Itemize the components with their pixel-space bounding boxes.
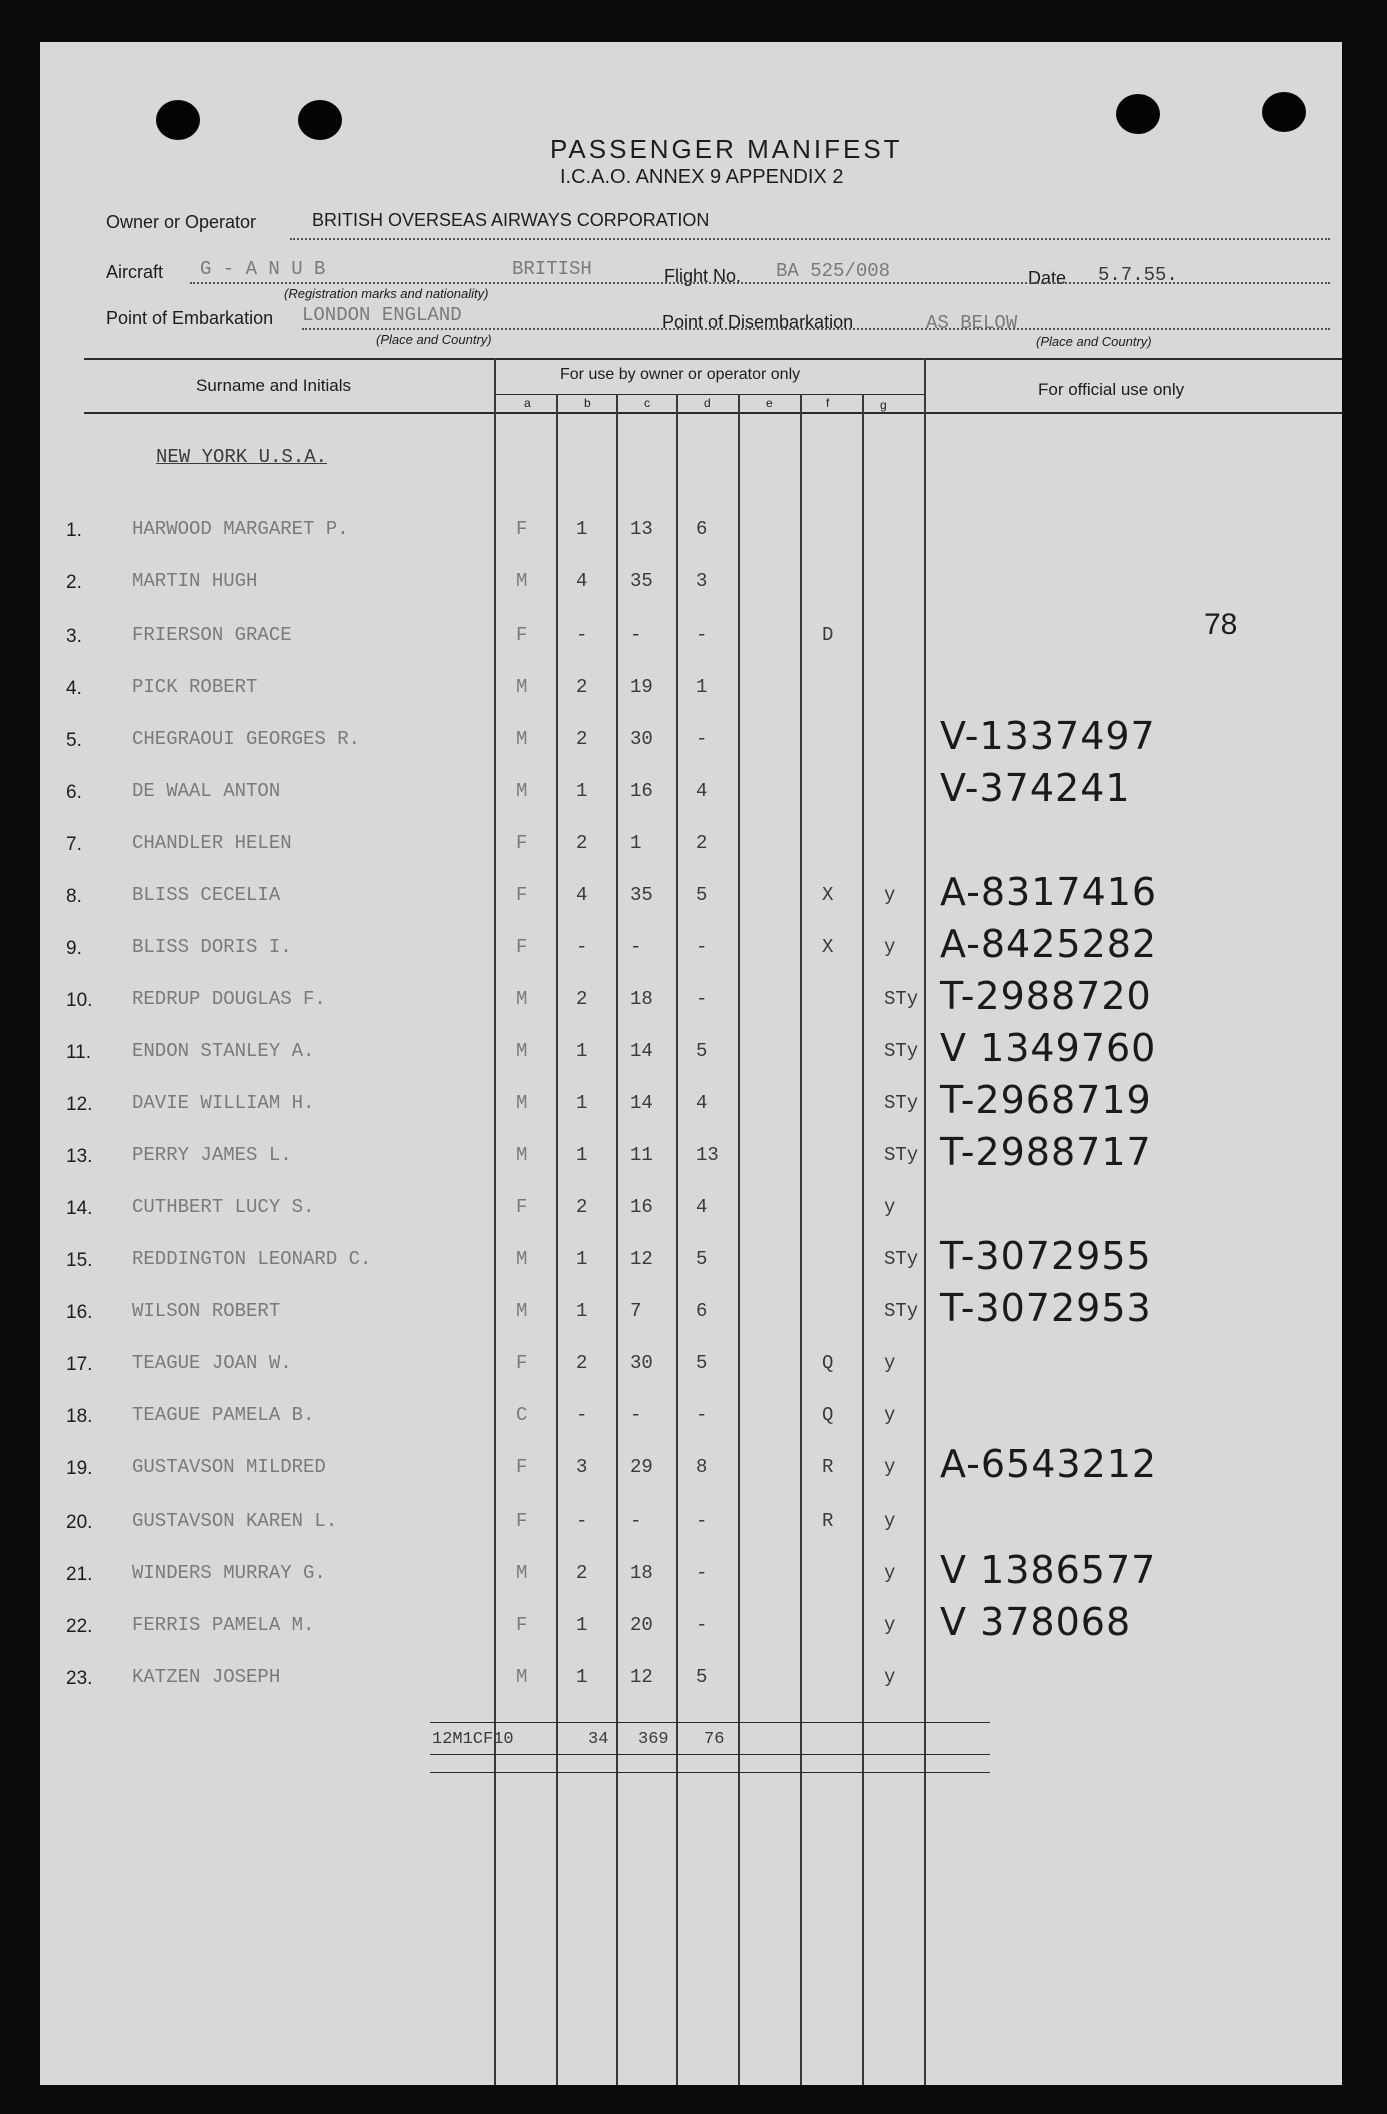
official-handwritten-number: T-3072955 (940, 1234, 1152, 1278)
col-c-value: 14 (630, 1092, 653, 1114)
sex-value: F (516, 832, 528, 854)
sex-value: M (516, 1248, 528, 1270)
col-b-value: - (576, 624, 588, 646)
row-number: 13. (66, 1146, 93, 1167)
row-number: 19. (66, 1458, 93, 1479)
col-line (676, 394, 678, 2085)
col-d-value: - (696, 1510, 708, 1532)
embarkation-label: Point of Embarkation (106, 308, 274, 328)
col-d-value: 6 (696, 518, 708, 540)
col-d-value: 2 (696, 832, 708, 854)
official-handwritten-number: T-2988717 (940, 1130, 1152, 1174)
col-c-value: 18 (630, 1562, 653, 1584)
passenger-name: PICK ROBERT (132, 676, 258, 698)
col-g-value: y (884, 1352, 896, 1374)
owner-dotted-line (290, 238, 1330, 240)
total-d: 76 (704, 1730, 725, 1749)
passenger-name: PERRY JAMES L. (132, 1144, 292, 1166)
aircraft-label: Aircraft (106, 262, 164, 282)
col-f-value: X (822, 936, 834, 958)
sex-value: F (516, 624, 528, 646)
sex-value: F (516, 1196, 528, 1218)
passenger-name: GUSTAVSON MILDRED (132, 1456, 326, 1478)
col-line (738, 394, 740, 2085)
col-d-value: - (696, 1404, 708, 1426)
date-value: 5.7.55. (1098, 264, 1178, 286)
official-use-header: For official use only (1038, 380, 1185, 399)
passenger-name: KATZEN JOSEPH (132, 1666, 281, 1688)
row-number: 21. (66, 1564, 93, 1585)
official-handwritten-number: T-2988720 (940, 974, 1152, 1018)
col-g-value: STy (884, 1248, 919, 1270)
punch-hole (156, 100, 200, 140)
col-b-value: 1 (576, 780, 588, 802)
official-handwritten-number: T-3072953 (940, 1286, 1152, 1330)
passenger-name: REDDINGTON LEONARD C. (132, 1248, 372, 1270)
col-c-value: 14 (630, 1040, 653, 1062)
totals-rule (430, 1772, 990, 1773)
col-b-value: 1 (576, 1614, 588, 1636)
passenger-name: WILSON ROBERT (132, 1300, 281, 1322)
col-b-value: 2 (576, 1352, 588, 1374)
col-c-value: 30 (630, 728, 653, 750)
col-d-value: 8 (696, 1456, 708, 1478)
nationality-value: BRITISH (512, 258, 592, 280)
col-d-value: - (696, 1562, 708, 1584)
embark-note: (Place and Country) (376, 332, 492, 347)
sex-value: M (516, 570, 528, 592)
col-g-value: y (884, 1614, 896, 1636)
passenger-name: WINDERS MURRAY G. (132, 1562, 326, 1584)
col-d-value: - (696, 988, 708, 1010)
col-line (800, 394, 802, 2085)
sex-value: M (516, 780, 528, 802)
table-top-rule (84, 358, 1342, 360)
col-c-value: 11 (630, 1144, 653, 1166)
row-number: 18. (66, 1406, 93, 1427)
disembarkation-label: Point of Disembarkation (662, 312, 854, 332)
destination-heading: NEW YORK U.S.A. (156, 446, 328, 468)
col-g-value: STy (884, 1092, 919, 1114)
col-d-value: - (696, 624, 708, 646)
col-b-value: 2 (576, 728, 588, 750)
col-b-value: 3 (576, 1456, 588, 1478)
row-number: 17. (66, 1354, 93, 1375)
passenger-name: FERRIS PAMELA M. (132, 1614, 315, 1636)
owner-use-header: For use by owner or operator only (560, 366, 801, 383)
col-g-value: y (884, 1666, 896, 1688)
col-d-value: 5 (696, 1248, 708, 1270)
col-d: d (704, 396, 711, 410)
passenger-name: CUTHBERT LUCY S. (132, 1196, 315, 1218)
sex-value: M (516, 1562, 528, 1584)
passenger-name: BLISS CECELIA (132, 884, 281, 906)
passenger-name: DE WAAL ANTON (132, 780, 281, 802)
passenger-name: HARWOOD MARGARET P. (132, 518, 349, 540)
col-d-value: 1 (696, 676, 708, 698)
sex-value: F (516, 1456, 528, 1478)
row-number: 12. (66, 1094, 93, 1115)
sex-value: C (516, 1404, 528, 1426)
totals-top-rule (430, 1722, 990, 1723)
row-number: 4. (66, 678, 82, 699)
col-c-value: 16 (630, 780, 653, 802)
embark-dotted-line (302, 328, 1330, 330)
col-b-value: 2 (576, 676, 588, 698)
col-f-value: R (822, 1510, 834, 1532)
sex-value: F (516, 518, 528, 540)
col-g-value: STy (884, 1040, 919, 1062)
totals-rule (430, 1754, 990, 1755)
surname-header: Surname and Initials (196, 376, 351, 395)
col-g-value: y (884, 1456, 896, 1478)
row-number: 3. (66, 626, 82, 647)
col-d-value: 4 (696, 1196, 708, 1218)
col-d-value: 5 (696, 1352, 708, 1374)
col-c-value: 7 (630, 1300, 642, 1322)
col-b-value: - (576, 1404, 588, 1426)
col-f-value: R (822, 1456, 834, 1478)
sex-value: F (516, 1510, 528, 1532)
official-handwritten-number: A-6543212 (940, 1442, 1158, 1486)
col-g-value: STy (884, 1300, 919, 1322)
sex-value: M (516, 728, 528, 750)
col-b-value: 1 (576, 1040, 588, 1062)
col-g-value: y (884, 1196, 896, 1218)
col-d-value: 5 (696, 1666, 708, 1688)
col-line (616, 394, 618, 2085)
col-c-value: - (630, 1510, 642, 1532)
col-f-value: D (822, 624, 834, 646)
total-c: 369 (638, 1730, 669, 1749)
col-c-value: - (630, 1404, 642, 1426)
col-d-value: - (696, 1614, 708, 1636)
punch-hole (1262, 92, 1306, 132)
aircraft-dotted-line (190, 282, 1330, 284)
col-d-value: - (696, 936, 708, 958)
passenger-name: BLISS DORIS I. (132, 936, 292, 958)
date-label: Date (1028, 268, 1067, 288)
disembark-note: (Place and Country) (1036, 334, 1152, 349)
row-number: 1. (66, 520, 82, 541)
passenger-name: TEAGUE PAMELA B. (132, 1404, 315, 1426)
manifest-title: PASSENGER MANIFEST (550, 134, 903, 164)
col-b-value: 1 (576, 1666, 588, 1688)
row-number: 11. (66, 1042, 92, 1063)
flight-value: BA 525/008 (776, 260, 891, 282)
passenger-name: GUSTAVSON KAREN L. (132, 1510, 338, 1532)
table-header-rule (84, 412, 1342, 414)
col-d-value: 5 (696, 1040, 708, 1062)
col-b-value: - (576, 1510, 588, 1532)
col-b-value: 1 (576, 1300, 588, 1322)
col-c-value: 13 (630, 518, 653, 540)
row-number: 9. (66, 938, 82, 959)
owner-label: Owner or Operator (106, 212, 257, 232)
passenger-name: DAVIE WILLIAM H. (132, 1092, 315, 1114)
col-c-value: 18 (630, 988, 653, 1010)
col-b-value: 2 (576, 1562, 588, 1584)
col-b: b (584, 396, 591, 410)
col-g-value: y (884, 1562, 896, 1584)
col-d-value: 6 (696, 1300, 708, 1322)
sex-value: M (516, 1300, 528, 1322)
col-c-value: 20 (630, 1614, 653, 1636)
col-f-value: X (822, 884, 834, 906)
punch-hole (298, 100, 342, 140)
col-c-value: 12 (630, 1666, 653, 1688)
col-c-value: 12 (630, 1248, 653, 1270)
sex-value: F (516, 1614, 528, 1636)
passenger-name: FRIERSON GRACE (132, 624, 292, 646)
row-number: 6. (66, 782, 82, 803)
col-g-value: y (884, 884, 896, 906)
sex-value: F (516, 1352, 528, 1374)
col-line (924, 358, 926, 2085)
col-b-value: 2 (576, 1196, 588, 1218)
col-line (556, 394, 558, 2085)
col-b-value: 1 (576, 518, 588, 540)
registration-note: (Registration marks and nationality) (284, 286, 489, 301)
col-c-value: 30 (630, 1352, 653, 1374)
flight-label: Flight No. (664, 266, 742, 286)
col-d-value: 3 (696, 570, 708, 592)
row-number: 10. (66, 990, 93, 1011)
col-b-value: 4 (576, 570, 588, 592)
col-c-value: 19 (630, 676, 653, 698)
col-g-value: y (884, 1404, 896, 1426)
col-d-value: - (696, 728, 708, 750)
total-b: 34 (588, 1730, 609, 1749)
embarkation-value: LONDON ENGLAND (302, 304, 462, 326)
col-b-value: 2 (576, 832, 588, 854)
col-c-value: 1 (630, 832, 642, 854)
row-number: 7. (66, 834, 82, 855)
sex-value: F (516, 884, 528, 906)
col-a: a (524, 396, 531, 410)
sex-value: F (516, 936, 528, 958)
official-handwritten-number: A-8425282 (940, 922, 1158, 966)
sex-value: M (516, 1666, 528, 1688)
col-b-value: - (576, 936, 588, 958)
totals-label: 12M1CF10 (432, 1730, 514, 1749)
col-g: g (880, 398, 887, 412)
sex-value: M (516, 988, 528, 1010)
passenger-name: MARTIN HUGH (132, 570, 258, 592)
official-handwritten-number: T-2968719 (940, 1078, 1152, 1122)
col-g-value: y (884, 936, 896, 958)
col-g-value: STy (884, 988, 919, 1010)
aircraft-value: G - A N U B (200, 258, 326, 280)
col-f-value: Q (822, 1404, 834, 1426)
col-d-value: 13 (696, 1144, 719, 1166)
official-handwritten-number: V 1386577 (940, 1548, 1157, 1592)
col-c: c (644, 396, 650, 410)
col-d-value: 4 (696, 780, 708, 802)
row-number: 5. (66, 730, 82, 751)
passenger-name: CHANDLER HELEN (132, 832, 292, 854)
col-c-value: 35 (630, 570, 653, 592)
row-number: 14. (66, 1198, 93, 1219)
col-line (862, 394, 864, 2085)
passenger-name: CHEGRAOUI GEORGES R. (132, 728, 361, 750)
row-number: 23. (66, 1668, 93, 1689)
col-b-value: 1 (576, 1144, 588, 1166)
passenger-name: ENDON STANLEY A. (132, 1040, 315, 1062)
row-number: 20. (66, 1512, 93, 1533)
sex-value: M (516, 1040, 528, 1062)
row-number: 16. (66, 1302, 93, 1323)
col-d-value: 4 (696, 1092, 708, 1114)
col-b-value: 1 (576, 1092, 588, 1114)
col-f-value: Q (822, 1352, 834, 1374)
col-b-value: 2 (576, 988, 588, 1010)
official-handwritten-number: V-374241 (940, 766, 1131, 810)
row-number: 15. (66, 1250, 93, 1271)
row-number: 2. (66, 572, 82, 593)
owner-value: BRITISH OVERSEAS AIRWAYS CORPORATION (312, 210, 710, 230)
col-g-value: STy (884, 1144, 919, 1166)
official-handwritten-number: V 1349760 (940, 1026, 1157, 1070)
col-c-value: 29 (630, 1456, 653, 1478)
disembarkation-value: AS BELOW (926, 312, 1018, 334)
official-handwritten-number: V 378068 (940, 1600, 1132, 1644)
col-g-value: y (884, 1510, 896, 1532)
manifest-subtitle: I.C.A.O. ANNEX 9 APPENDIX 2 (560, 166, 844, 188)
col-e: e (766, 396, 773, 410)
passenger-name: REDRUP DOUGLAS F. (132, 988, 326, 1010)
col-line (494, 358, 496, 2085)
col-b-value: 1 (576, 1248, 588, 1270)
page-number: 78 (1204, 608, 1238, 641)
col-f: f (826, 396, 830, 410)
sex-value: M (516, 1144, 528, 1166)
col-c-value: 16 (630, 1196, 653, 1218)
col-b-value: 4 (576, 884, 588, 906)
official-handwritten-number: A-8317416 (940, 870, 1158, 914)
col-c-value: - (630, 936, 642, 958)
col-c-value: 35 (630, 884, 653, 906)
sex-value: M (516, 676, 528, 698)
official-handwritten-number: V-1337497 (940, 714, 1156, 758)
row-number: 22. (66, 1616, 93, 1637)
manifest-page (40, 42, 1342, 2085)
punch-hole (1116, 94, 1160, 134)
col-d-value: 5 (696, 884, 708, 906)
passenger-name: TEAGUE JOAN W. (132, 1352, 292, 1374)
row-number: 8. (66, 886, 82, 907)
col-c-value: - (630, 624, 642, 646)
sex-value: M (516, 1092, 528, 1114)
